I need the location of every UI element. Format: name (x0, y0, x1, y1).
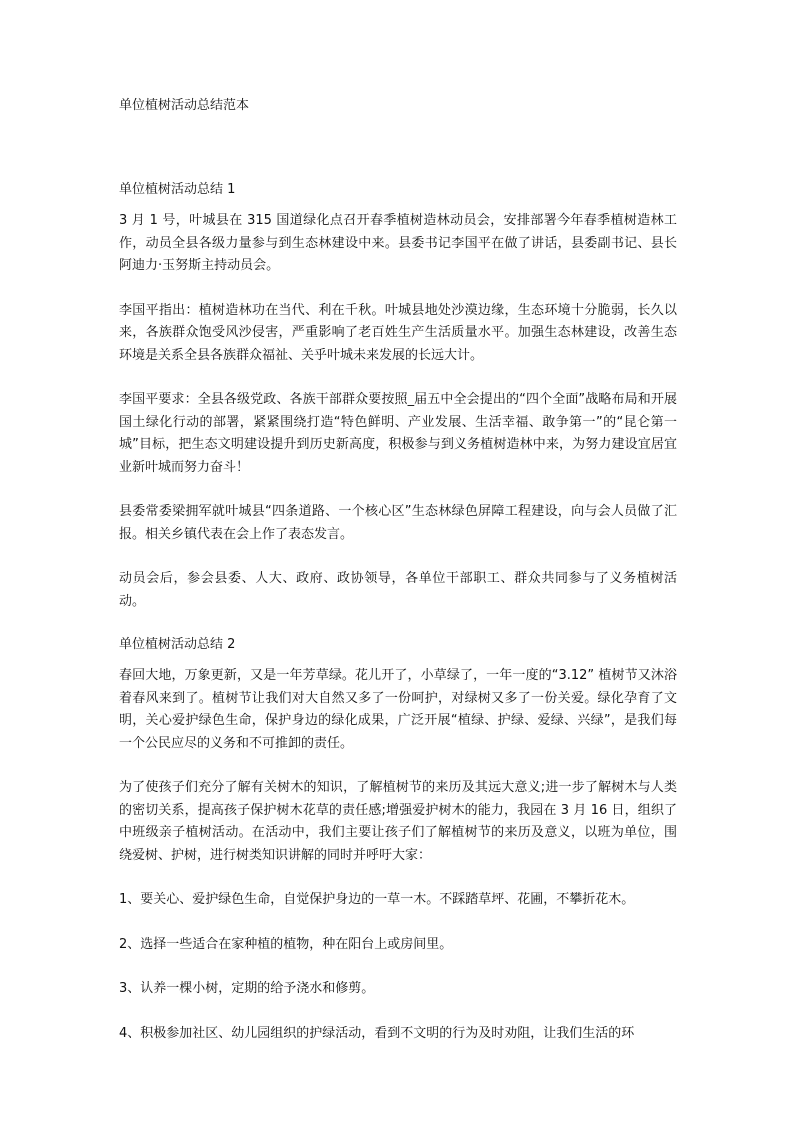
section-heading: 单位植树活动总结 1 (119, 182, 236, 197)
paragraph: 春回大地，万象更新，又是一年芳草绿。花儿开了，小草绿了，一年一度的“3.12” 植树节又沐浴着春风来到了。植树节让我们对大自然又多了一份呵护，对绿树又多了一份关爱。绿化孕育了文明，关心爱护绿色生命，保护身边的绿化成果，广泛开展“植绿、护绿、爱绿、兴绿”，是我们每一个公民应尽的义务和不可推卸的责任。 (119, 668, 677, 751)
document-title: 单位植树活动总结范本 (119, 98, 250, 113)
paragraph: 李国平要求：全县各级党政、各族干部群众要按照_届五中全会提出的“四个全面”战略布局和开展国土绿化行动的部署，紧紧围绕打造“特色鲜明、产业发展、生活幸福、敢争第一”的“昆仑第一城”目标，把生态文明建设提升到历史新高度，积极参与到义务植树造林中来，为努力建设宜居宜业新叶城而努力奋斗！ (119, 392, 677, 475)
section-heading: 单位植树活动总结 2 (119, 637, 236, 652)
list-item: 2、选择一些适合在家种植的植物，种在阳台上或房间里。 (119, 936, 453, 952)
paragraph: 县委常委梁拥军就叶城县“四条道路、一个核心区”生态林绿色屏障工程建设，向与会人员做了汇报。相关乡镇代表在会上作了表态发言。 (119, 504, 677, 542)
paragraph: 李国平指出：植树造林功在当代、利在千秋。叶城县地处沙漠边缘，生态环境十分脆弱，长久以来，各族群众饱受风沙侵害，严重影响了老百姓生产生活质量水平。加强生态林建设，改善生态环境是关系全县各族群众福祉、关乎叶城未来发展的长远大计。 (119, 302, 677, 363)
paragraph: 3 月 1 号，叶城县在 315 国道绿化点召开春季植树造林动员会，安排部署今年春季植树造林工作，动员全县各级力量参与到生态林建设中来。县委书记李国平在做了讲话，县委副书记、县长阿迪力·玉努斯主持动员会。 (119, 213, 677, 273)
section-2 (119, 635, 677, 1045)
spacer (119, 116, 677, 180)
list-item: 1、要关心、爱护绿色生命，自觉保护身边的一草一木。不踩踏草坪、花圃，不攀折花木。 (119, 892, 635, 907)
paragraph: 动员会后，参会县委、人大、政府、政协领导，各单位干部职工、群众共同参与了义务植树活动。 (119, 571, 677, 609)
list-item: 3、认养一棵小树，定期的给予浇水和修剪。 (119, 981, 375, 996)
paragraph: 为了使孩子们充分了解有关树木的知识，了解植树节的来历及其远大意义;进一步了解树木与人类的密切关系，提高孩子保护树木花草的责任感;增强爱护树木的能力，我园在 3 月 16 日，组织了中班级亲子植树活动。在活动中，我们主要让孩子们了解植树节的来历及意义，以班为单位，围绕爱树、护树，进行树类知识讲解的同时并呼吁大家： (119, 780, 677, 863)
list-item: 4、积极参加社区、幼儿园组织的护绿活动，看到不文明的行为及时劝阻，让我们生活的环 (119, 1025, 635, 1041)
document-page (119, 96, 677, 1045)
section-1 (119, 180, 677, 613)
